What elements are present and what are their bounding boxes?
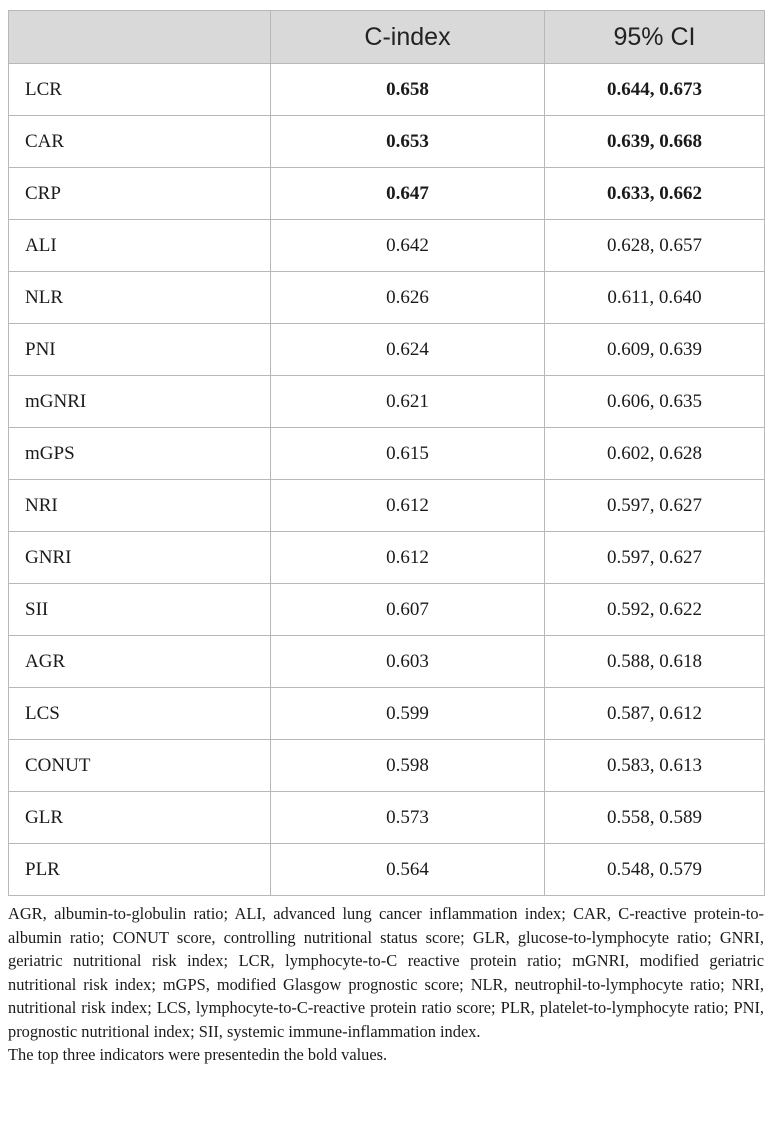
c-index-value: 0.607: [271, 584, 545, 636]
header-indicator: [9, 11, 271, 64]
c-index-value: 0.603: [271, 636, 545, 688]
c-index-value: 0.621: [271, 376, 545, 428]
table-footnote: [8, 902, 764, 1067]
indicator-name: CONUT: [9, 740, 271, 792]
indicator-name: GLR: [9, 792, 271, 844]
c-index-table: [8, 10, 765, 896]
table-row: [9, 428, 765, 480]
c-index-value: 0.599: [271, 688, 545, 740]
footnote-abbreviations: AGR, albumin-to-globulin ratio; ALI, advanced lung cancer inflammation index; CAR, C-reactive protein-to-albumin ratio; CONUT score, controlling nutritional status score; GLR, glucose-to-lymphocyte ratio; GNRI, geriatric nutritional risk index; LCR, lymphocyte-to-C reactive protein ratio; mGNRI, modified geriatric nutritional risk index; mGPS, modified Glasgow prognostic score; NLR, neutrophil-to-lymphocyte ratio; NRI, nutritional risk index; LCS, lymphocyte-to-C-reactive protein ratio score; PLR, platelet-to-lymphocyte ratio; PNI, prognostic nutritional index; SII, systemic immune-inflammation index.: [8, 904, 764, 1041]
indicator-name: LCS: [9, 688, 271, 740]
c-index-value: 0.598: [271, 740, 545, 792]
footnote-bold-note: The top three indicators were presentedin the bold values.: [8, 1045, 388, 1064]
table-row: [9, 480, 765, 532]
indicator-name: PLR: [9, 844, 271, 896]
ci-value: 0.558, 0.589: [545, 792, 765, 844]
c-index-value: 0.573: [271, 792, 545, 844]
table-row: [9, 844, 765, 896]
table-row: [9, 740, 765, 792]
ci-value: 0.602, 0.628: [545, 428, 765, 480]
indicator-name: AGR: [9, 636, 271, 688]
c-index-value: 0.647: [271, 168, 545, 220]
ci-value: 0.639, 0.668: [545, 116, 765, 168]
table-row: [9, 792, 765, 844]
table-row: [9, 532, 765, 584]
indicator-name: CAR: [9, 116, 271, 168]
ci-value: 0.597, 0.627: [545, 532, 765, 584]
table-row: [9, 220, 765, 272]
indicator-name: LCR: [9, 64, 271, 116]
indicator-name: SII: [9, 584, 271, 636]
c-index-value: 0.658: [271, 64, 545, 116]
table-row: [9, 116, 765, 168]
table-row: [9, 324, 765, 376]
c-index-value: 0.564: [271, 844, 545, 896]
indicator-name: CRP: [9, 168, 271, 220]
ci-value: 0.644, 0.673: [545, 64, 765, 116]
indicator-name: NRI: [9, 480, 271, 532]
table-row: [9, 688, 765, 740]
results-table-container: [8, 10, 764, 896]
header-c-index: C-index: [271, 11, 545, 64]
c-index-value: 0.642: [271, 220, 545, 272]
ci-value: 0.592, 0.622: [545, 584, 765, 636]
c-index-value: 0.626: [271, 272, 545, 324]
table-header-row: [9, 11, 765, 64]
ci-value: 0.611, 0.640: [545, 272, 765, 324]
c-index-value: 0.653: [271, 116, 545, 168]
header-95-ci: 95% CI: [545, 11, 765, 64]
table-body: [9, 64, 765, 896]
indicator-name: NLR: [9, 272, 271, 324]
indicator-name: GNRI: [9, 532, 271, 584]
table-row: [9, 168, 765, 220]
ci-value: 0.597, 0.627: [545, 480, 765, 532]
ci-value: 0.628, 0.657: [545, 220, 765, 272]
table-row: [9, 272, 765, 324]
indicator-name: mGNRI: [9, 376, 271, 428]
ci-value: 0.548, 0.579: [545, 844, 765, 896]
c-index-value: 0.624: [271, 324, 545, 376]
ci-value: 0.609, 0.639: [545, 324, 765, 376]
table-row: [9, 376, 765, 428]
table-row: [9, 636, 765, 688]
indicator-name: PNI: [9, 324, 271, 376]
table-row: [9, 64, 765, 116]
indicator-name: mGPS: [9, 428, 271, 480]
c-index-value: 0.615: [271, 428, 545, 480]
c-index-value: 0.612: [271, 480, 545, 532]
ci-value: 0.633, 0.662: [545, 168, 765, 220]
ci-value: 0.588, 0.618: [545, 636, 765, 688]
c-index-value: 0.612: [271, 532, 545, 584]
ci-value: 0.587, 0.612: [545, 688, 765, 740]
table-row: [9, 584, 765, 636]
ci-value: 0.583, 0.613: [545, 740, 765, 792]
ci-value: 0.606, 0.635: [545, 376, 765, 428]
indicator-name: ALI: [9, 220, 271, 272]
